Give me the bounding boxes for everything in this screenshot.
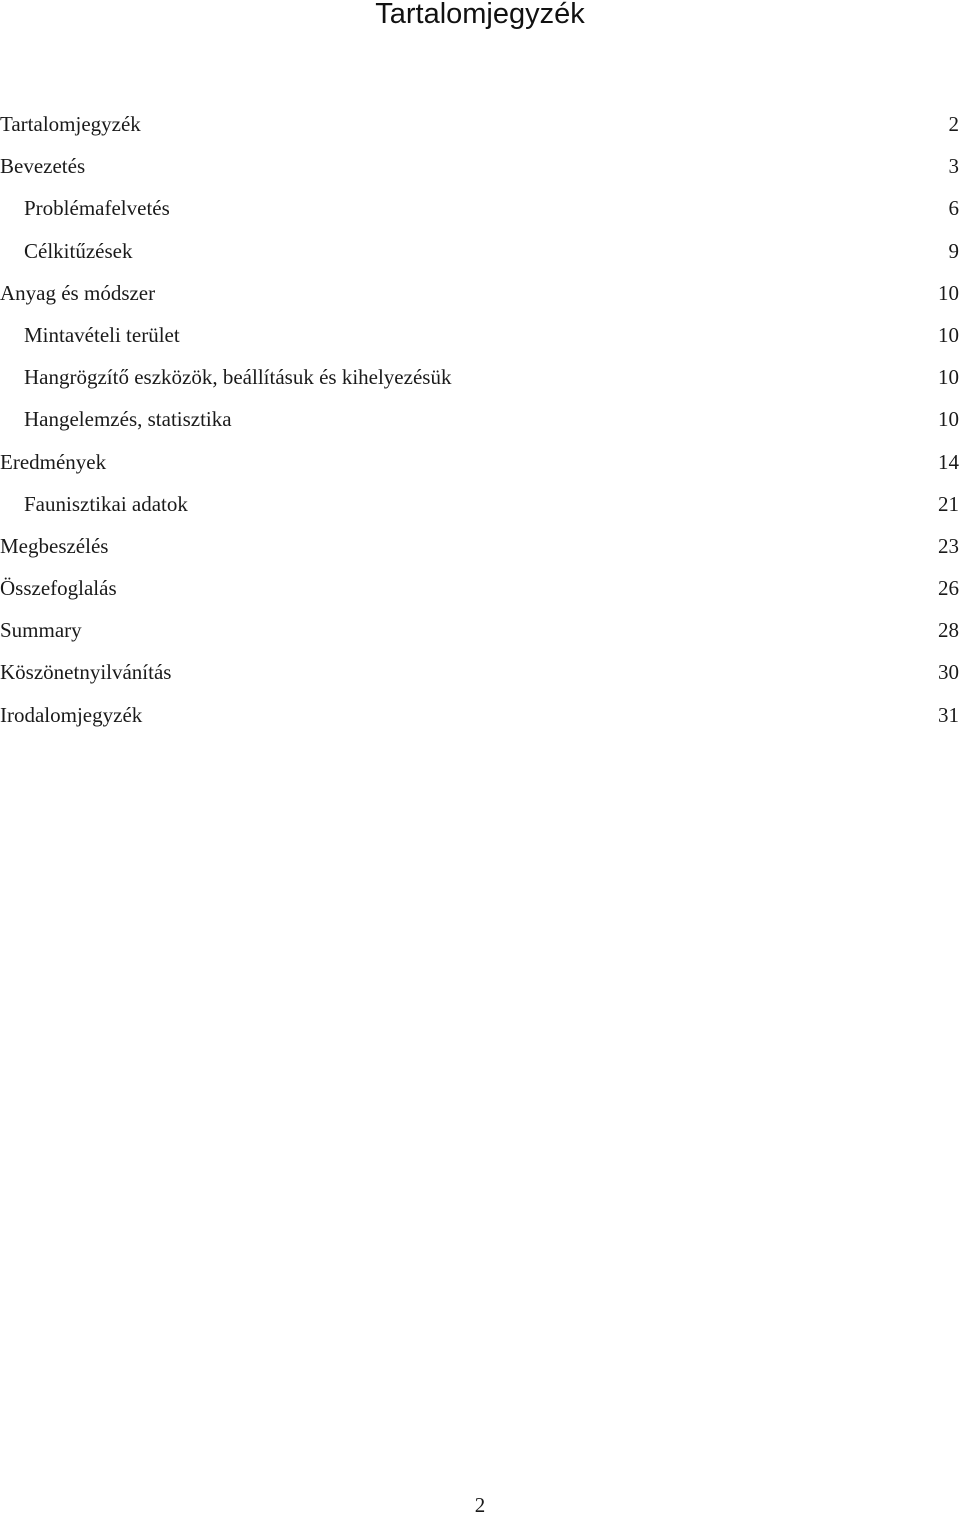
toc-entry-label: Eredmények — [0, 449, 107, 474]
toc-entry-celkituzesek[interactable] — [0, 230, 960, 272]
toc-entry-label: Problémafelvetés — [24, 196, 170, 221]
toc-entry-label: Megbeszélés — [0, 533, 109, 558]
toc-entry-page: 23 — [938, 533, 959, 558]
toc-entry-page: 9 — [948, 238, 959, 263]
toc-entry-page: 10 — [938, 280, 959, 305]
toc-entry-label: Summary — [0, 618, 82, 643]
toc-entry-label: Anyag és módszer — [0, 280, 156, 305]
page-number: 2 — [474, 1493, 486, 1517]
toc-entry-page: 10 — [938, 365, 959, 390]
toc-entry-label: Köszönetnyilvánítás — [0, 660, 172, 685]
toc-entry-label: Hangrögzítő eszközök, beállításuk és kihelyezésük — [24, 365, 452, 390]
toc-entry-page: 2 — [948, 112, 959, 136]
toc-entry-faunisztikai-adatok[interactable] — [0, 483, 960, 525]
toc-entry-label: Mintavételi terület — [24, 322, 180, 347]
toc-entry-hangrogzito-eszkozok[interactable] — [0, 356, 960, 398]
toc-entry-label: Célkitűzések — [24, 238, 133, 263]
toc-entry-hangelemzes-statisztika[interactable] — [0, 398, 960, 440]
toc-entry-label: Tartalomjegyzék — [0, 112, 141, 136]
toc-entry-page: 26 — [938, 576, 959, 601]
toc-entry-mintaveteli-terulet[interactable] — [0, 314, 960, 356]
toc-entry-label: Faunisztikai adatok — [24, 491, 188, 516]
toc-entry-label: Irodalomjegyzék — [0, 702, 143, 727]
toc-entry-eredmenyek[interactable] — [0, 441, 960, 483]
table-of-contents — [0, 103, 960, 736]
toc-entry-page: 14 — [938, 449, 959, 474]
toc-entry-problemafelvetes[interactable] — [0, 187, 960, 229]
toc-entry-page: 10 — [938, 407, 959, 432]
toc-entry-irodalomjegyzek[interactable] — [0, 694, 960, 736]
toc-entry-tartalomjegyzek[interactable] — [0, 103, 960, 145]
toc-entry-koszonetnyilvanitas[interactable] — [0, 651, 960, 693]
toc-entry-bevezetes[interactable] — [0, 145, 960, 187]
toc-entry-label: Bevezetés — [0, 154, 86, 179]
toc-entry-page: 10 — [938, 322, 959, 347]
toc-entry-osszefoglalas[interactable] — [0, 567, 960, 609]
toc-entry-label: Összefoglalás — [0, 576, 117, 601]
toc-entry-summary[interactable] — [0, 609, 960, 651]
toc-entry-page: 31 — [938, 702, 959, 727]
toc-entry-label: Hangelemzés, statisztika — [24, 407, 232, 432]
page-title: Tartalomjegyzék — [375, 0, 585, 30]
toc-entry-page: 28 — [938, 618, 959, 643]
toc-entry-page: 21 — [938, 491, 959, 516]
toc-entry-page: 6 — [948, 196, 959, 221]
toc-entry-megbeszeles[interactable] — [0, 525, 960, 567]
toc-entry-anyag-es-modszer[interactable] — [0, 272, 960, 314]
toc-entry-page: 3 — [948, 154, 959, 179]
toc-entry-page: 30 — [938, 660, 959, 685]
